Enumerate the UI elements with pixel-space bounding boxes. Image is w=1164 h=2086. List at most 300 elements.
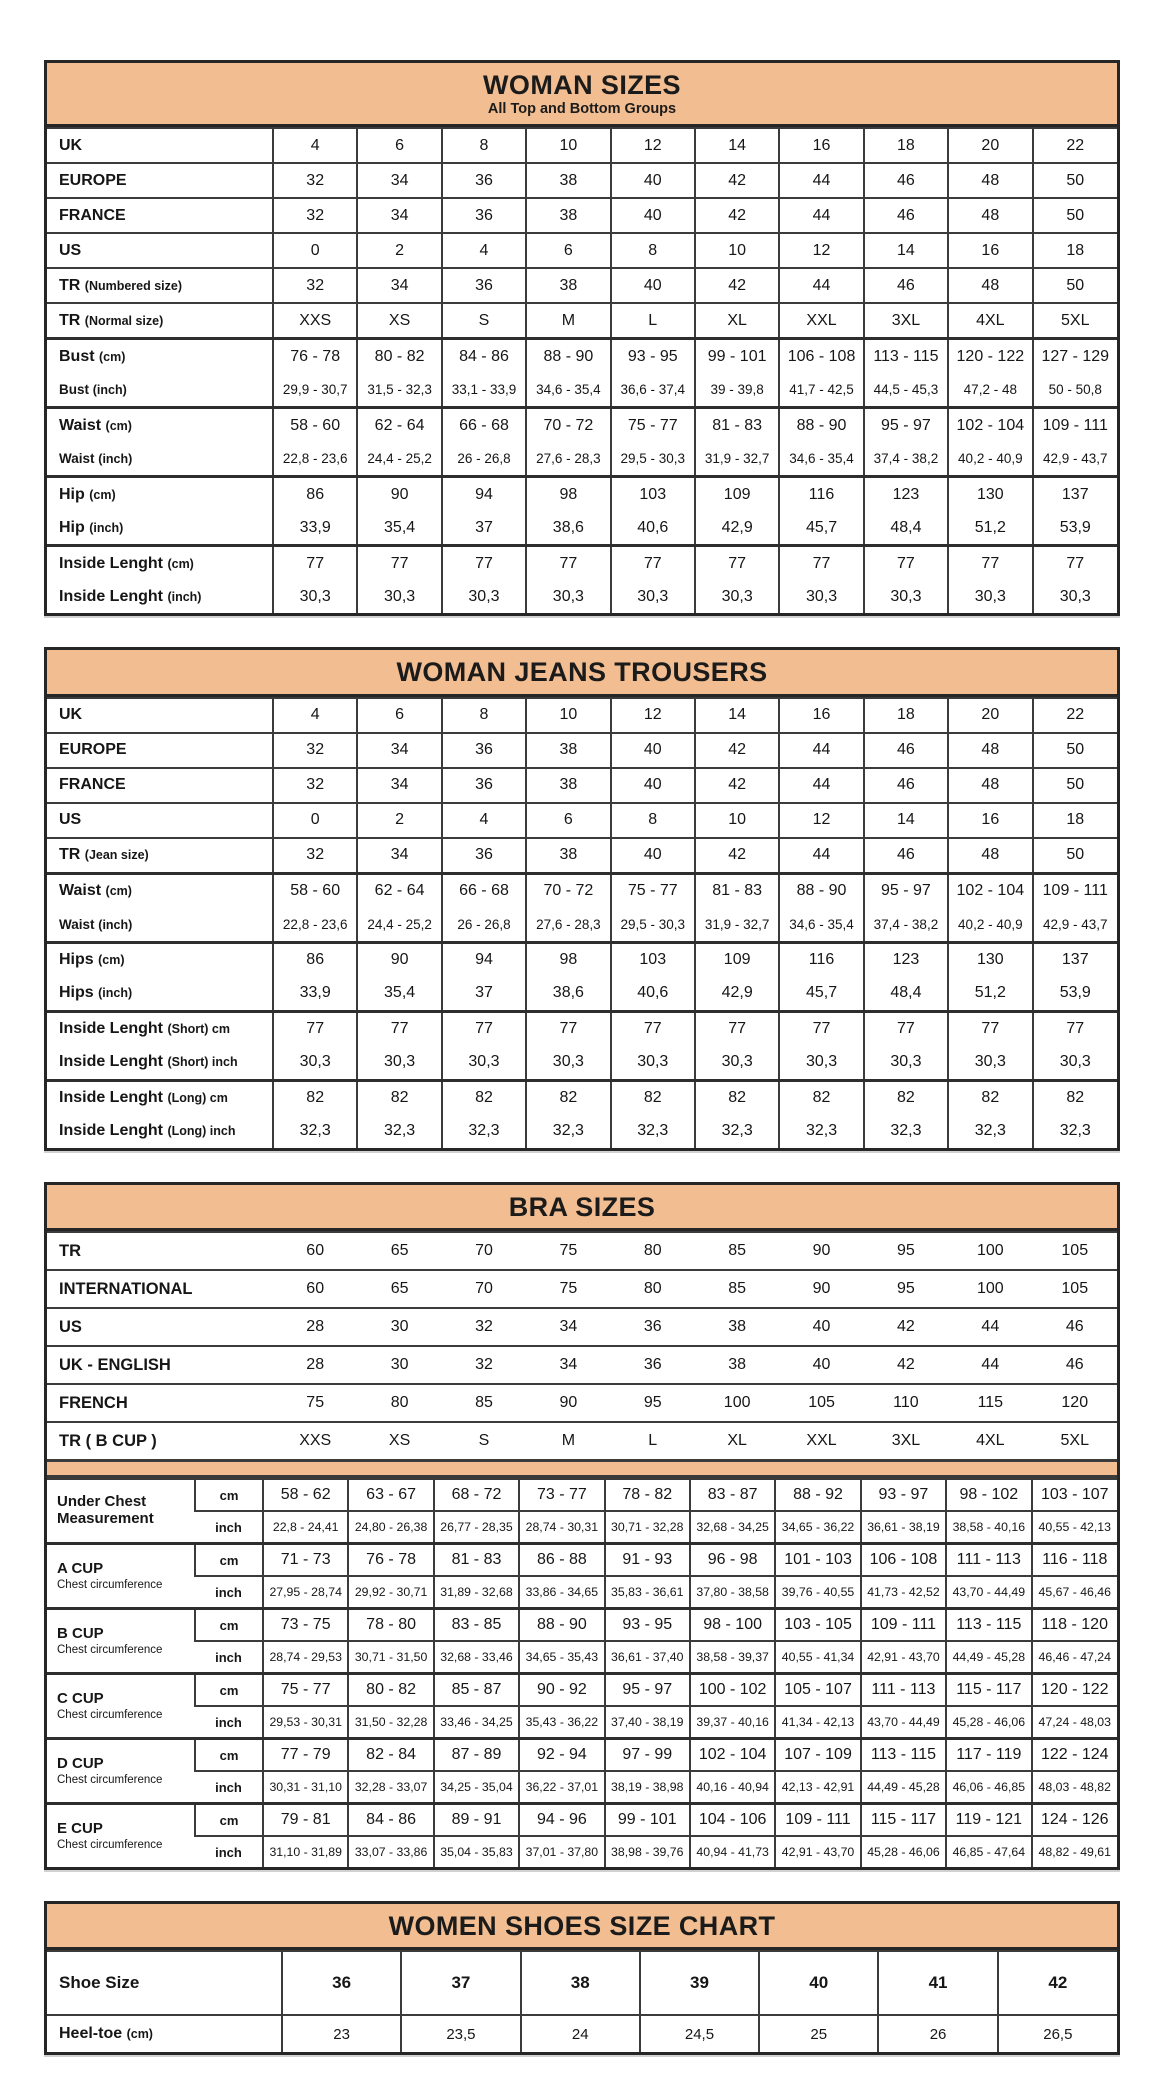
- size-value: 36,6 - 37,4: [611, 373, 695, 408]
- table-header: [47, 63, 1117, 127]
- cup-label: [47, 1609, 195, 1674]
- table-row: [47, 1771, 1117, 1804]
- size-value: 32,28 - 33,07: [348, 1771, 433, 1804]
- size-value: 36: [442, 163, 526, 198]
- row-label-text: Inside Lenght: [59, 1020, 163, 1038]
- table-row: [47, 1046, 1117, 1081]
- size-value: 77: [864, 546, 948, 581]
- size-value: 88 - 90: [779, 408, 863, 443]
- bra-cup-table: [47, 1478, 1117, 1867]
- size-value: 71 - 73: [263, 1544, 348, 1577]
- table-header: [47, 1185, 1117, 1231]
- size-value: 46: [864, 198, 948, 233]
- size-value: 23,5: [401, 2015, 520, 2052]
- size-value: 44: [779, 768, 863, 803]
- size-value: 120 - 122: [948, 339, 1032, 374]
- size-value: 103 - 107: [1032, 1479, 1117, 1511]
- size-value: 8: [442, 698, 526, 733]
- size-value: 58 - 60: [273, 873, 357, 908]
- size-value: 66 - 68: [442, 408, 526, 443]
- size-value: 82: [695, 1080, 779, 1115]
- size-value: 4: [273, 698, 357, 733]
- size-value: 37,01 - 37,80: [519, 1836, 604, 1867]
- size-value: 32,3: [1033, 1115, 1117, 1148]
- size-value: 29,92 - 30,71: [348, 1576, 433, 1609]
- size-value: 109 - 111: [1033, 873, 1117, 908]
- table-row: [47, 1544, 1117, 1577]
- size-value: 37: [442, 511, 526, 546]
- size-value: 16: [779, 128, 863, 163]
- row-label-note: (Short) inch: [167, 1055, 238, 1070]
- size-value: 105: [1033, 1232, 1117, 1270]
- size-value: 80: [611, 1270, 695, 1308]
- row-label-text: TR: [59, 1241, 81, 1260]
- table-row: [47, 1836, 1117, 1867]
- size-value: XS: [357, 1422, 441, 1459]
- size-value: 103 - 105: [775, 1609, 860, 1642]
- size-value: 73 - 75: [263, 1609, 348, 1642]
- size-value: 42,9 - 43,7: [1033, 908, 1117, 943]
- size-value: 4: [273, 128, 357, 163]
- row-label: [47, 1011, 273, 1046]
- size-value: 39: [640, 1951, 759, 2015]
- size-value: 80 - 82: [348, 1674, 433, 1707]
- row-label-text: US: [59, 1317, 82, 1336]
- size-value: 34,6 - 35,4: [779, 442, 863, 477]
- size-value: 75: [526, 1270, 610, 1308]
- row-label-note: (cm): [89, 487, 116, 502]
- table-row: [47, 1609, 1117, 1642]
- size-value: 8: [442, 128, 526, 163]
- size-value: 37,40 - 38,19: [605, 1706, 690, 1739]
- table-row: [47, 2015, 1117, 2052]
- size-value: 42: [864, 1346, 948, 1384]
- row-label-note: (inch): [89, 520, 124, 535]
- size-value: 118 - 120: [1032, 1609, 1117, 1642]
- size-value: 38,19 - 38,98: [605, 1771, 690, 1804]
- size-value: 30,3: [864, 580, 948, 613]
- size-value: 77: [864, 1011, 948, 1046]
- row-label-text: Waist: [59, 916, 95, 932]
- size-value: M: [526, 303, 610, 339]
- size-value: 31,89 - 32,68: [434, 1576, 519, 1609]
- size-value: 113 - 115: [861, 1739, 946, 1772]
- size-value: XXL: [779, 303, 863, 339]
- size-value: XXS: [273, 303, 357, 339]
- size-value: 90: [779, 1232, 863, 1270]
- table-row: [47, 733, 1117, 768]
- size-value: 53,9: [1033, 511, 1117, 546]
- size-value: 77: [526, 546, 610, 581]
- size-value: 109 - 111: [861, 1609, 946, 1642]
- unit-label-inch: inch: [195, 1641, 263, 1674]
- size-value: 75 - 77: [263, 1674, 348, 1707]
- row-label: [47, 838, 273, 874]
- size-value: 23: [282, 2015, 401, 2052]
- women-shoes-size-table: [44, 1901, 1120, 2055]
- size-value: 88 - 90: [526, 339, 610, 374]
- size-value: 34: [357, 163, 441, 198]
- size-value: 24,5: [640, 2015, 759, 2052]
- size-value: 48: [948, 768, 1032, 803]
- size-value: 32: [273, 838, 357, 874]
- size-value: 30,71 - 31,50: [348, 1641, 433, 1674]
- size-value: 34,6 - 35,4: [526, 373, 610, 408]
- table-header: [47, 1904, 1117, 1950]
- row-label-text: Hip: [59, 485, 85, 503]
- table-row: [47, 1479, 1117, 1511]
- size-value: 44,49 - 45,28: [946, 1641, 1031, 1674]
- size-value: 30,3: [526, 580, 610, 613]
- size-value: 81 - 83: [695, 873, 779, 908]
- size-value: 115 - 117: [946, 1674, 1031, 1707]
- row-label-text: Inside Lenght: [59, 1089, 163, 1107]
- table-title: WOMAN JEANS TROUSERS: [396, 657, 768, 688]
- size-value: 45,67 - 46,46: [1032, 1576, 1117, 1609]
- size-value: 32,3: [526, 1115, 610, 1148]
- size-value: 29,9 - 30,7: [273, 373, 357, 408]
- row-label: [47, 268, 273, 303]
- cup-label: [47, 1544, 195, 1609]
- row-label-note: (cm): [167, 556, 194, 571]
- row-label-text: Inside Lenght: [59, 1053, 163, 1071]
- table-row: [47, 546, 1117, 581]
- size-value: 85: [695, 1232, 779, 1270]
- size-value: 60: [273, 1270, 357, 1308]
- size-charts-document: [0, 60, 1164, 2055]
- row-label-text: EUROPE: [59, 741, 127, 759]
- size-value: 41,73 - 42,52: [861, 1576, 946, 1609]
- cup-name: A CUP: [57, 1560, 104, 1578]
- size-value: 86 - 88: [519, 1544, 604, 1577]
- size-value: 77: [357, 1011, 441, 1046]
- size-value: 34: [357, 768, 441, 803]
- size-value: 82: [864, 1080, 948, 1115]
- size-value: 16: [779, 698, 863, 733]
- size-value: 28,74 - 29,53: [263, 1641, 348, 1674]
- size-value: 98: [526, 477, 610, 512]
- row-label-text: Inside Lenght: [59, 587, 163, 605]
- size-value: 33,1 - 33,9: [442, 373, 526, 408]
- size-value: 30,3: [779, 580, 863, 613]
- size-value: 94: [442, 942, 526, 977]
- size-value: 38: [695, 1308, 779, 1346]
- size-value: 40: [611, 768, 695, 803]
- table-row: [47, 1011, 1117, 1046]
- row-label: [47, 1346, 273, 1384]
- size-value: 40,55 - 42,13: [1032, 1511, 1117, 1544]
- size-value: 36: [442, 768, 526, 803]
- size-value: 32,3: [948, 1115, 1032, 1148]
- size-value: 100: [948, 1270, 1032, 1308]
- size-value: 18: [864, 128, 948, 163]
- size-value: 81 - 83: [434, 1544, 519, 1577]
- size-value: 14: [864, 233, 948, 268]
- row-label: [47, 2015, 282, 2052]
- size-value: 5XL: [1033, 303, 1117, 339]
- size-value: 45,28 - 46,06: [946, 1706, 1031, 1739]
- table-title: BRA SIZES: [508, 1191, 656, 1222]
- size-value: 44: [779, 198, 863, 233]
- table-row: [47, 128, 1117, 163]
- size-value: 42: [695, 768, 779, 803]
- size-value: 37: [442, 977, 526, 1012]
- size-value: 25: [759, 2015, 878, 2052]
- size-value: 30,3: [611, 580, 695, 613]
- size-value: 43,70 - 44,49: [946, 1576, 1031, 1609]
- size-value: 85 - 87: [434, 1674, 519, 1707]
- size-value: 26: [878, 2015, 997, 2052]
- size-value: 38: [521, 1951, 640, 2015]
- size-value: 27,95 - 28,74: [263, 1576, 348, 1609]
- size-value: 90: [357, 942, 441, 977]
- size-value: 20: [948, 698, 1032, 733]
- size-value: 39,37 - 40,16: [690, 1706, 775, 1739]
- size-value: 24,4 - 25,2: [357, 908, 441, 943]
- size-value: 58 - 60: [273, 408, 357, 443]
- size-value: 77: [611, 1011, 695, 1046]
- size-value: 98: [526, 942, 610, 977]
- row-label-note: (inch): [98, 986, 133, 1001]
- table-header: [47, 650, 1117, 696]
- size-value: 41,34 - 42,13: [775, 1706, 860, 1739]
- size-value: 82: [526, 1080, 610, 1115]
- size-value: 80 - 82: [357, 339, 441, 374]
- size-value: 14: [695, 128, 779, 163]
- size-value: 22: [1033, 698, 1117, 733]
- size-value: 2: [357, 233, 441, 268]
- row-label: [47, 733, 273, 768]
- size-value: 115: [948, 1384, 1032, 1422]
- size-value: 31,9 - 32,7: [695, 442, 779, 477]
- size-value: 66 - 68: [442, 873, 526, 908]
- size-value: 70: [442, 1270, 526, 1308]
- size-value: L: [611, 303, 695, 339]
- cup-label: [47, 1804, 195, 1868]
- size-value: 38,58 - 40,16: [946, 1511, 1031, 1544]
- size-value: 40,94 - 41,73: [690, 1836, 775, 1867]
- size-value: 32: [273, 198, 357, 233]
- size-value: 30,3: [695, 580, 779, 613]
- size-value: 32,3: [611, 1115, 695, 1148]
- size-value: 111 - 113: [861, 1674, 946, 1707]
- size-value: 34,25 - 35,04: [434, 1771, 519, 1804]
- table-row: [47, 838, 1117, 874]
- size-value: 75 - 77: [611, 873, 695, 908]
- size-value: 46: [864, 733, 948, 768]
- size-value: 42,13 - 42,91: [775, 1771, 860, 1804]
- row-label-note: (cm): [105, 884, 132, 899]
- size-value: 31,50 - 32,28: [348, 1706, 433, 1739]
- size-value: 12: [779, 803, 863, 838]
- cup-name: E CUP: [57, 1820, 103, 1838]
- size-value: 30,3: [442, 1046, 526, 1081]
- size-value: 8: [611, 233, 695, 268]
- size-value: 82: [273, 1080, 357, 1115]
- size-value: 38,58 - 39,37: [690, 1641, 775, 1674]
- unit-label-inch: inch: [195, 1836, 263, 1867]
- size-value: 34: [357, 838, 441, 874]
- size-value: 77: [273, 1011, 357, 1046]
- size-value: 0: [273, 803, 357, 838]
- size-value: 73 - 77: [519, 1479, 604, 1511]
- size-value: 30,3: [357, 1046, 441, 1081]
- size-value: 48: [948, 163, 1032, 198]
- size-value: 44,49 - 45,28: [861, 1771, 946, 1804]
- row-label-note: (cm): [99, 349, 126, 364]
- row-label: [47, 373, 273, 408]
- size-value: 39 - 39,8: [695, 373, 779, 408]
- size-value: 40: [779, 1308, 863, 1346]
- size-value: 97 - 99: [605, 1739, 690, 1772]
- size-value: 33,86 - 34,65: [519, 1576, 604, 1609]
- size-value: 36: [611, 1346, 695, 1384]
- size-value: 40: [759, 1951, 878, 2015]
- size-value: 46: [864, 268, 948, 303]
- row-label-text: Waist: [59, 882, 102, 900]
- row-label: [47, 198, 273, 233]
- size-value: 77: [442, 1011, 526, 1046]
- size-value: XXL: [779, 1422, 863, 1459]
- table-row: [47, 1308, 1117, 1346]
- table-body: [47, 1231, 1117, 1867]
- size-value: 106 - 108: [779, 339, 863, 374]
- size-value: 46,06 - 46,85: [946, 1771, 1031, 1804]
- size-value: 107 - 109: [775, 1739, 860, 1772]
- table-row: [47, 1641, 1117, 1674]
- unit-label-cm: cm: [195, 1609, 263, 1642]
- row-label-text: Hips: [59, 984, 94, 1002]
- size-value: 77: [779, 546, 863, 581]
- size-value: 100: [948, 1232, 1032, 1270]
- size-value: 36,22 - 37,01: [519, 1771, 604, 1804]
- size-value: 116: [779, 942, 863, 977]
- size-value: 35,83 - 36,61: [605, 1576, 690, 1609]
- size-value: 44: [779, 733, 863, 768]
- size-value: 26,77 - 28,35: [434, 1511, 519, 1544]
- unit-label-cm: cm: [195, 1804, 263, 1837]
- size-value: 137: [1033, 477, 1117, 512]
- size-value: 32,3: [695, 1115, 779, 1148]
- size-value: 48: [948, 838, 1032, 874]
- size-value: 95 - 97: [864, 408, 948, 443]
- size-value: 33,07 - 33,86: [348, 1836, 433, 1867]
- size-value: 77: [948, 546, 1032, 581]
- size-value: 40: [779, 1346, 863, 1384]
- size-value: 86: [273, 477, 357, 512]
- size-value: 95 - 97: [605, 1674, 690, 1707]
- size-value: 30,3: [1033, 1046, 1117, 1081]
- size-value: 48,4: [864, 511, 948, 546]
- size-value: 40,2 - 40,9: [948, 442, 1032, 477]
- size-value: 34,65 - 36,22: [775, 1511, 860, 1544]
- table-row: [47, 1511, 1117, 1544]
- size-value: 38: [695, 1346, 779, 1384]
- row-label-text: TR ( B CUP ): [59, 1431, 157, 1450]
- size-value: 99 - 101: [605, 1804, 690, 1837]
- size-value: 37: [401, 1951, 520, 2015]
- row-label-text: Bust: [59, 347, 95, 365]
- size-value: 46,85 - 47,64: [946, 1836, 1031, 1867]
- size-value: 105: [1033, 1270, 1117, 1308]
- size-value: 31,5 - 32,3: [357, 373, 441, 408]
- size-value: 105 - 107: [775, 1674, 860, 1707]
- size-value: 40: [611, 733, 695, 768]
- size-value: 41: [878, 1951, 997, 2015]
- size-value: S: [442, 1422, 526, 1459]
- size-value: 40,55 - 41,34: [775, 1641, 860, 1674]
- size-value: 22,8 - 23,6: [273, 442, 357, 477]
- size-value: 110: [864, 1384, 948, 1422]
- size-value: 6: [357, 698, 441, 733]
- size-value: 38: [526, 268, 610, 303]
- size-value: 10: [695, 803, 779, 838]
- table-row: [47, 1270, 1117, 1308]
- cup-subtext: Chest circumference: [57, 1643, 163, 1656]
- size-value: 12: [611, 698, 695, 733]
- size-table: [47, 697, 1117, 1148]
- row-label: [47, 873, 273, 908]
- size-value: 30,71 - 32,28: [605, 1511, 690, 1544]
- size-value: 32,3: [442, 1115, 526, 1148]
- size-value: 28: [273, 1308, 357, 1346]
- size-value: 48: [948, 733, 1032, 768]
- bra-sizes-table: [44, 1182, 1120, 1870]
- size-value: 2: [357, 803, 441, 838]
- size-value: 50 - 50,8: [1033, 373, 1117, 408]
- size-value: 30,3: [526, 1046, 610, 1081]
- row-label: [47, 580, 273, 613]
- size-value: 130: [948, 477, 1032, 512]
- size-value: 81 - 83: [695, 408, 779, 443]
- size-value: 77: [442, 546, 526, 581]
- size-value: 109 - 111: [775, 1804, 860, 1837]
- size-value: 78 - 80: [348, 1609, 433, 1642]
- size-value: 3XL: [864, 1422, 948, 1459]
- size-value: 34: [357, 198, 441, 233]
- size-value: 4XL: [948, 1422, 1032, 1459]
- size-value: 36: [442, 838, 526, 874]
- row-label-text: US: [59, 811, 82, 829]
- row-label-text: EUROPE: [59, 171, 127, 189]
- size-value: M: [526, 1422, 610, 1459]
- size-value: 42,91 - 43,70: [861, 1641, 946, 1674]
- size-value: 30,3: [442, 580, 526, 613]
- size-value: 51,2: [948, 977, 1032, 1012]
- size-value: 109: [695, 477, 779, 512]
- size-value: 30: [357, 1346, 441, 1384]
- size-value: 32: [442, 1346, 526, 1384]
- size-value: XL: [695, 303, 779, 339]
- size-value: 82 - 84: [348, 1739, 433, 1772]
- size-value: 10: [526, 128, 610, 163]
- row-label-text: TR: [59, 846, 81, 864]
- size-value: 36: [282, 1951, 401, 2015]
- table-row: [47, 1232, 1117, 1270]
- size-value: 6: [526, 233, 610, 268]
- size-table: [47, 1950, 1117, 2052]
- table-row: [47, 1739, 1117, 1772]
- size-value: 77 - 79: [263, 1739, 348, 1772]
- size-value: 4: [442, 803, 526, 838]
- table-row: [47, 339, 1117, 374]
- row-label: [47, 128, 273, 163]
- size-value: 32,3: [357, 1115, 441, 1148]
- size-value: 36: [442, 733, 526, 768]
- size-value: 48,4: [864, 977, 948, 1012]
- size-value: 94 - 96: [519, 1804, 604, 1837]
- row-label: [47, 1308, 273, 1346]
